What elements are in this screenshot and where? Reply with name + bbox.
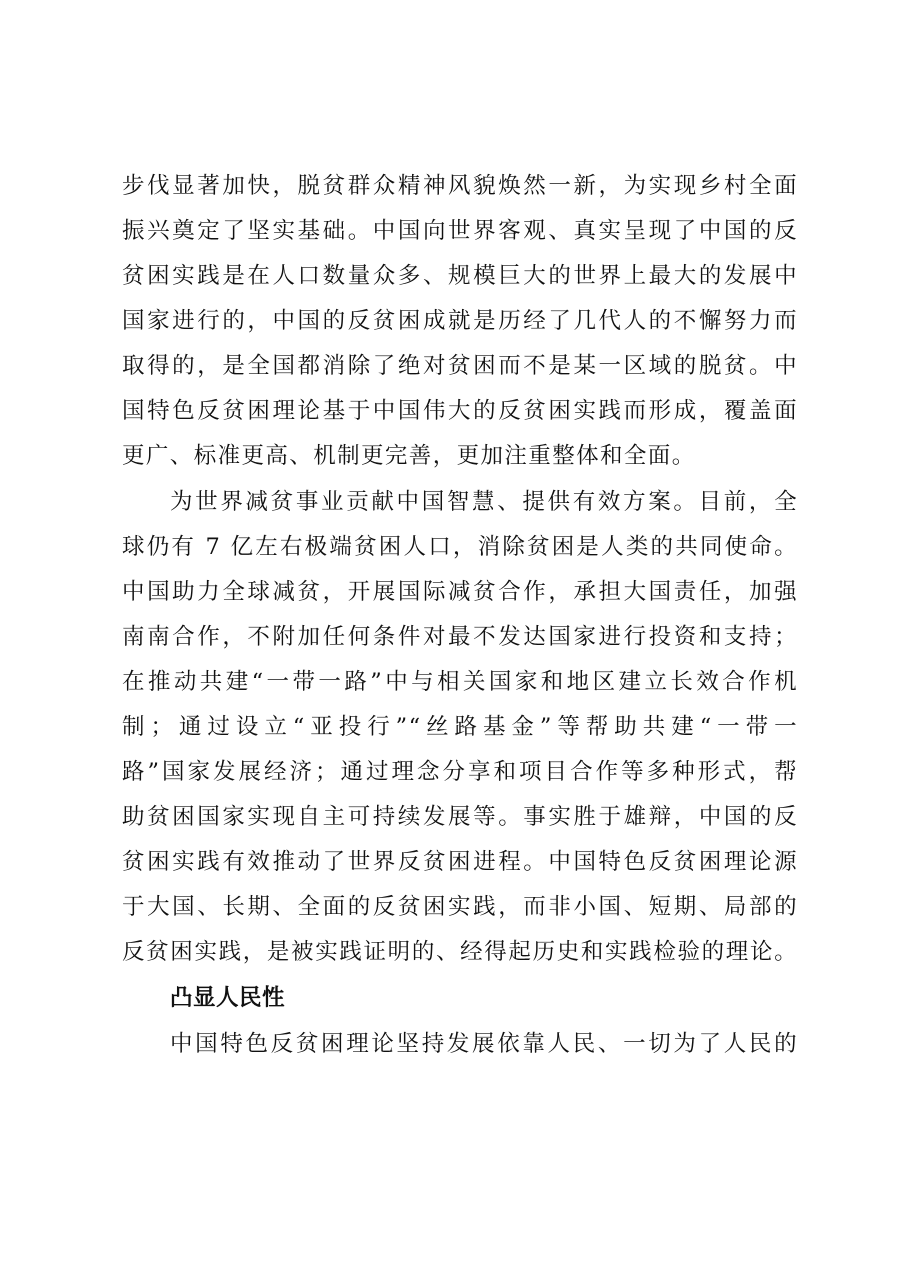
paragraph-1-line-3: 贫困实践是在人口数量众多、规模巨大的世界上最大的发展中 <box>122 263 798 289</box>
paragraph-2-line-9: 贫困实践有效推动了世界反贫困进程。中国特色反贫困理论源 <box>122 849 798 875</box>
paragraph-1-line-1: 步伐显著加快，脱贫群众精神风貌焕然一新，为实现乡村全面 <box>122 173 798 199</box>
paragraph-2-line-1: 为世界减贫事业贡献中国智慧、提供有效方案。目前，全 <box>170 489 798 515</box>
section-heading: 凸显人民性 <box>170 985 286 1011</box>
paragraph-1-line-6: 国特色反贫困理论基于中国伟大的反贫困实践而形成，覆盖面 <box>122 398 798 424</box>
paragraph-1-line-4: 国家进行的，中国的反贫困成就是历经了几代人的不懈努力而 <box>122 308 798 334</box>
paragraph-2-line-6: 制；通过设立“亚投行”“丝路基金”等帮助共建“一带一 <box>122 714 798 740</box>
paragraph-2-line-11: 反贫困实践，是被实践证明的、经得起历史和实践检验的理论。 <box>122 939 798 965</box>
paragraph-2-line-7: 路”国家发展经济；通过理念分享和项目合作等多种形式，帮 <box>122 759 798 785</box>
paragraph-2-line-10: 于大国、长期、全面的反贫困实践，而非小国、短期、局部的 <box>122 894 798 920</box>
paragraph-2-line-5: 在推动共建“一带一路”中与相关国家和地区建立长效合作机 <box>122 669 798 695</box>
paragraph-2-line-3: 中国助力全球减贫，开展国际减贫合作，承担大国责任，加强 <box>122 579 798 605</box>
paragraph-2-line-2: 球仍有 7 亿左右极端贫困人口，消除贫困是人类的共同使命。 <box>122 534 798 560</box>
paragraph-2-line-8: 助贫困国家实现自主可持续发展等。事实胜于雄辩，中国的反 <box>122 804 798 830</box>
paragraph-2-line-4: 南南合作，不附加任何条件对最不发达国家进行投资和支持； <box>122 624 798 650</box>
paragraph-1-line-7: 更广、标准更高、机制更完善，更加注重整体和全面。 <box>122 443 696 469</box>
paragraph-1-line-5: 取得的，是全国都消除了绝对贫困而不是某一区域的脱贫。中 <box>122 353 798 379</box>
paragraph-3-line-1: 中国特色反贫困理论坚持发展依靠人民、一切为了人民的 <box>170 1031 798 1057</box>
paragraph-1-line-2: 振兴奠定了坚实基础。中国向世界客观、真实呈现了中国的反 <box>122 218 798 244</box>
